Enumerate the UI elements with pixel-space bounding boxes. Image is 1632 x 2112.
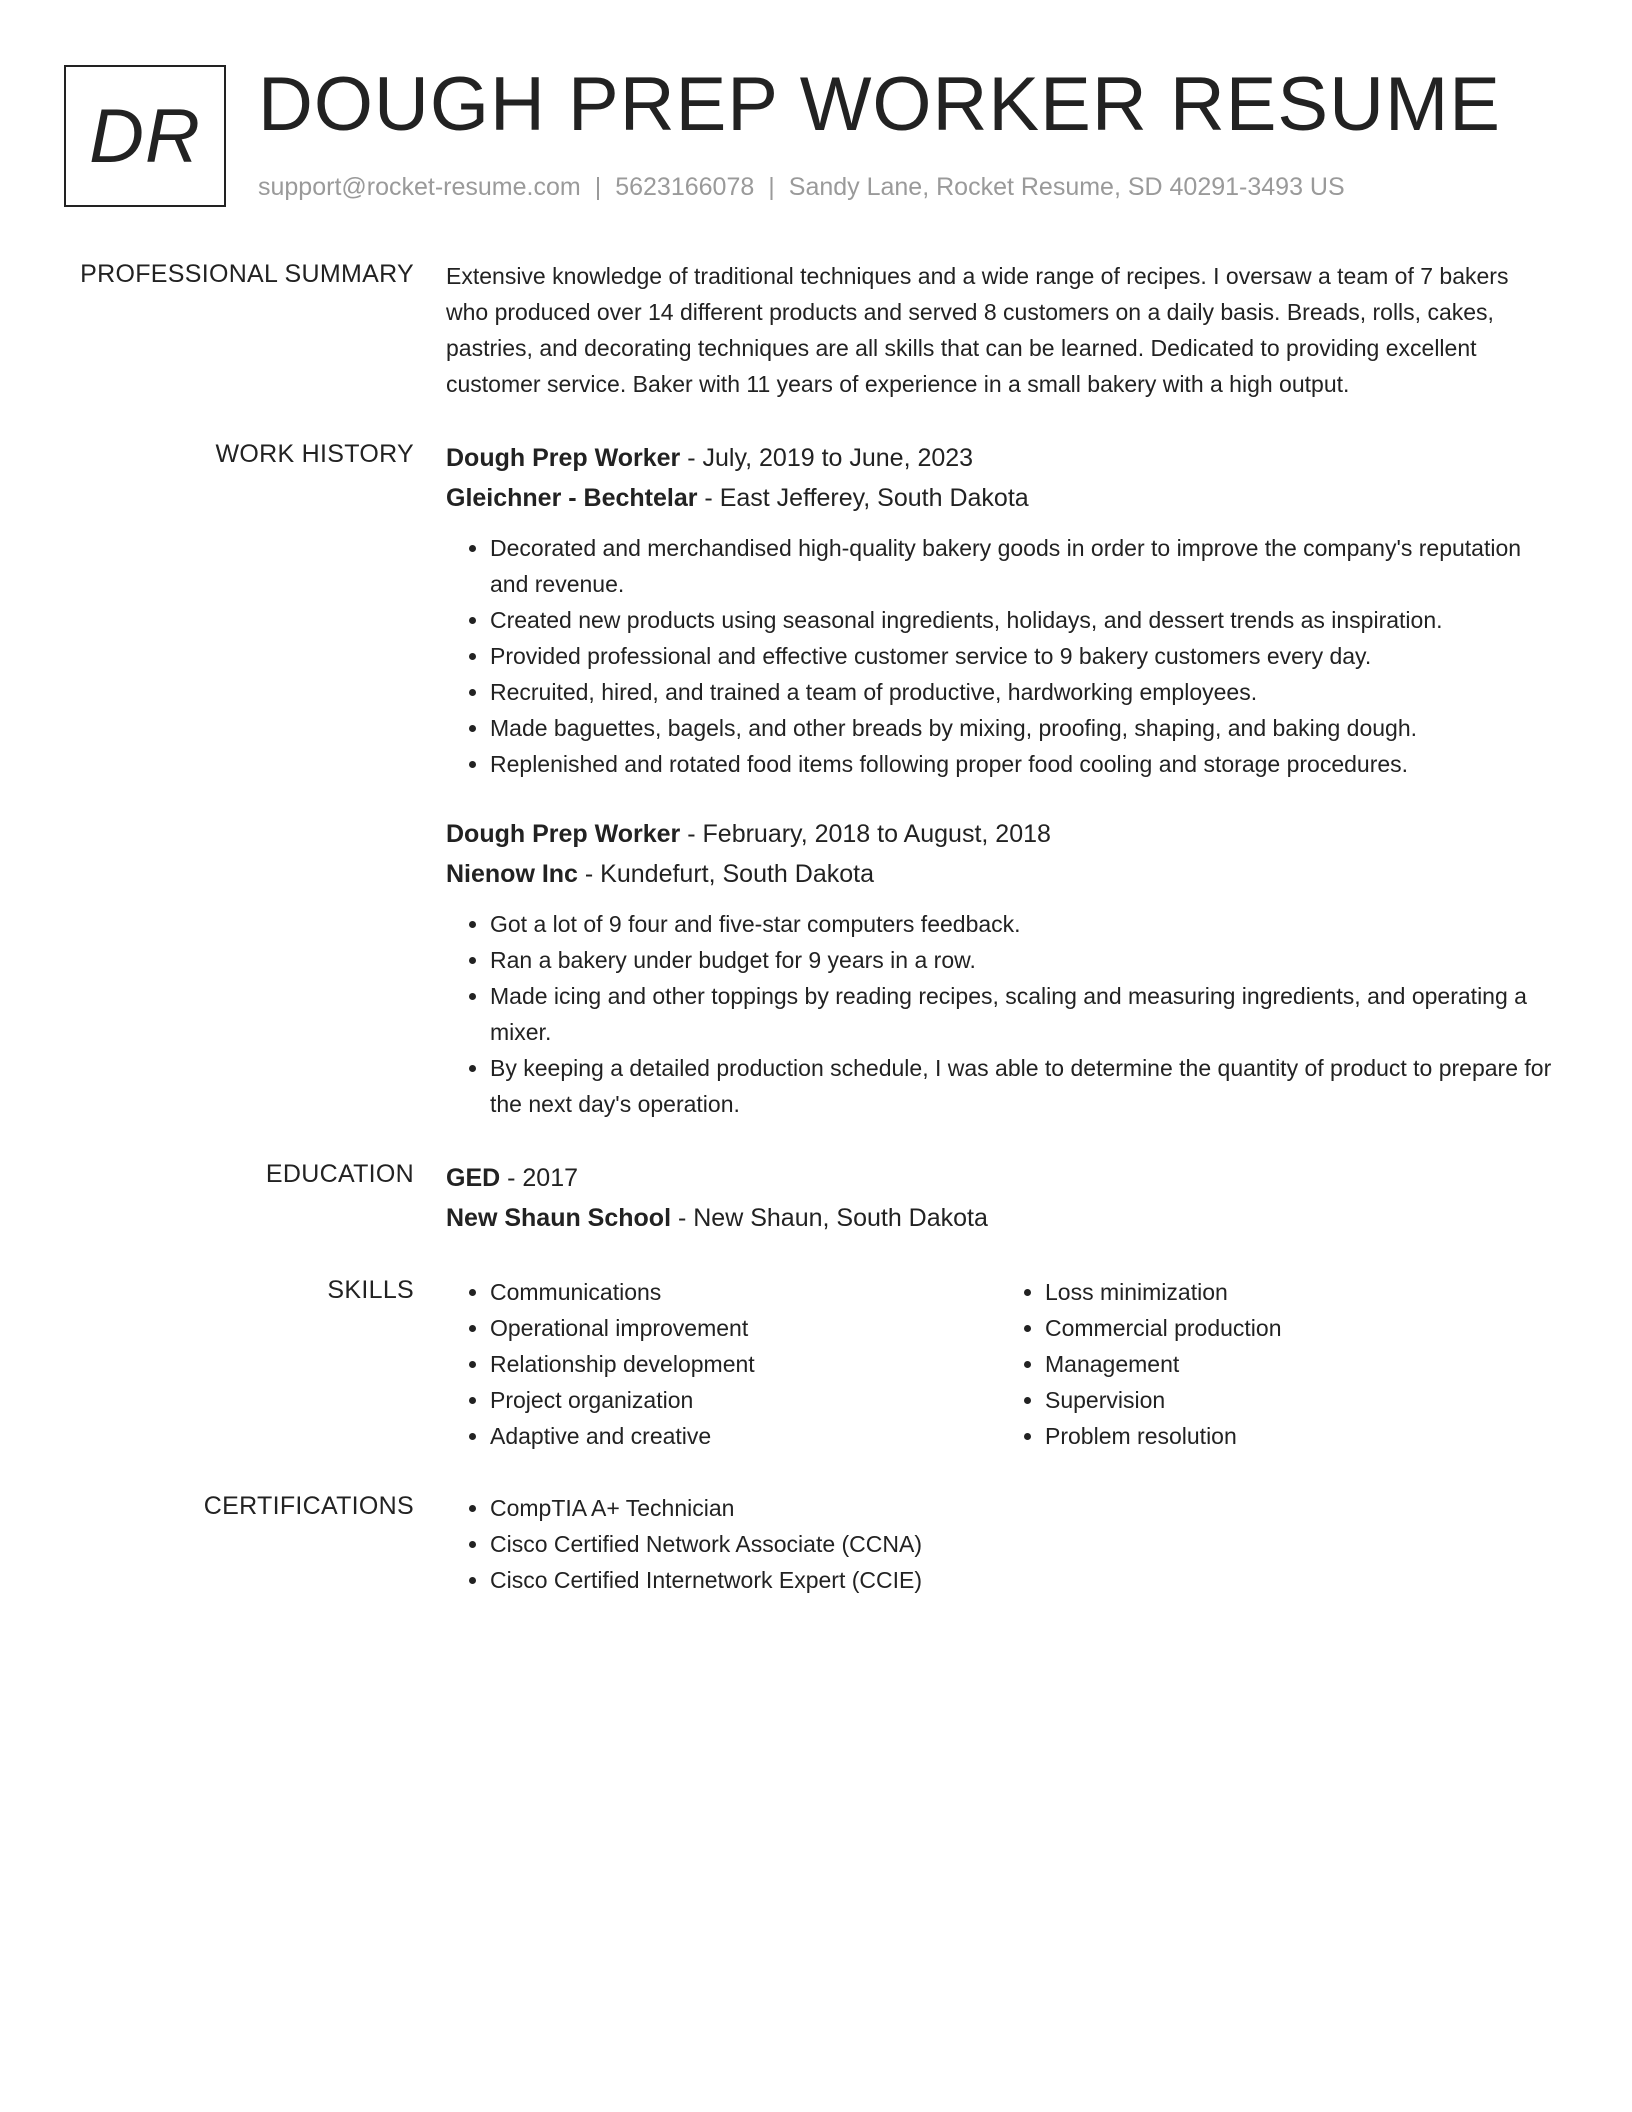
job-entry — [446, 814, 1556, 1122]
contact-address: Sandy Lane, Rocket Resume, SD 40291-3493 US — [788, 173, 1345, 201]
list-item: • Supervision — [1045, 1382, 1556, 1418]
job-dates: - July, 2019 to June, 2023 — [680, 444, 974, 472]
list-item: • CompTIA A+ Technician — [490, 1490, 1556, 1526]
job-entry — [446, 438, 1556, 782]
list-item: • Project organization — [490, 1382, 1001, 1418]
contact-email[interactable]: support@rocket-resume.com — [258, 173, 581, 201]
list-item: • Created new products using seasonal ingredients, holidays, and dessert trends as inspiration. — [490, 602, 1556, 638]
job-company-line — [446, 478, 1556, 518]
education-degree: GED — [446, 1164, 501, 1192]
job-title-line — [446, 814, 1556, 854]
list-item: • Recruited, hired, and trained a team of productive, hardworking employees. — [490, 674, 1556, 710]
list-item: • Commercial production — [1045, 1310, 1556, 1346]
contact-line — [258, 173, 1345, 202]
section-label-skills: SKILLS — [327, 1276, 414, 1304]
resume-body — [64, 258, 1568, 1634]
monogram-box: DR — [64, 65, 226, 207]
section-label-education: EDUCATION — [265, 1160, 414, 1188]
section-label-summary: PROFESSIONAL SUMMARY — [80, 260, 414, 288]
education-school: New Shaun School — [446, 1204, 672, 1232]
list-item: • Provided professional and effective customer service to 9 bakery customers every day. — [490, 638, 1556, 674]
education-degree-line — [446, 1158, 1556, 1198]
job-title-line — [446, 438, 1556, 478]
education-school-line — [446, 1198, 1556, 1238]
job-title: Dough Prep Worker — [446, 444, 681, 472]
list-item: • By keeping a detailed production schedule, I was able to determine the quantity of product to prepare for the next day's operation. — [490, 1050, 1556, 1122]
job-bullets — [446, 906, 1556, 1122]
list-item: • Management — [1045, 1346, 1556, 1382]
list-item: • Ran a bakery under budget for 9 years in a row. — [490, 942, 1556, 978]
contact-phone[interactable]: 5623166078 — [615, 173, 755, 201]
section-work-history — [64, 438, 1568, 1122]
list-item: • Relationship development — [490, 1346, 1001, 1382]
section-skills — [64, 1274, 1568, 1454]
education-location: - New Shaun, South Dakota — [671, 1204, 988, 1232]
certifications-list — [446, 1490, 1556, 1598]
contact-separator: | — [768, 173, 775, 201]
section-label-work: WORK HISTORY — [215, 440, 414, 468]
skills-list-left — [446, 1274, 1001, 1454]
job-location: - Kundefurt, South Dakota — [577, 860, 874, 888]
job-company: Gleichner - Bechtelar — [446, 484, 698, 512]
education-year: - 2017 — [500, 1164, 579, 1192]
list-item: • Made icing and other toppings by reading recipes, scaling and measuring ingredients, and operating a mixer. — [490, 978, 1556, 1050]
list-item: • Cisco Certified Network Associate (CCNA) — [490, 1526, 1556, 1562]
list-item: • Got a lot of 9 four and five-star computers feedback. — [490, 906, 1556, 942]
list-item: • Operational improvement — [490, 1310, 1001, 1346]
skills-list-right — [1001, 1274, 1556, 1454]
section-education — [64, 1158, 1568, 1238]
job-dates: - February, 2018 to August, 2018 — [680, 820, 1051, 848]
job-bullets — [446, 530, 1556, 782]
list-item: • Decorated and merchandised high-quality bakery goods in order to improve the company's reputation and revenue. — [490, 530, 1556, 602]
list-item: • Made baguettes, bagels, and other breads by mixing, proofing, shaping, and baking dough. — [490, 710, 1556, 746]
section-certifications — [64, 1490, 1568, 1598]
job-title: Dough Prep Worker — [446, 820, 681, 848]
resume-header — [64, 62, 1568, 210]
list-item: • Communications — [490, 1274, 1001, 1310]
summary-text: Extensive knowledge of traditional techniques and a wide range of recipes. I oversaw a team of 7 bakers who produced over 14 different products and served 8 customers on a daily basis. Breads, rolls, cakes, pastries, and decorating techniques are all skills that can be learned. Dedicated to providing excellent customer service. Baker with 11 years of experience in a small bakery with a high output. — [446, 263, 1509, 397]
list-item: • Replenished and rotated food items following proper food cooling and storage procedures. — [490, 746, 1556, 782]
list-item: • Loss minimization — [1045, 1274, 1556, 1310]
list-item: • Problem resolution — [1045, 1418, 1556, 1454]
list-item: • Cisco Certified Internetwork Expert (CCIE) — [490, 1562, 1556, 1598]
contact-separator: | — [594, 173, 602, 201]
list-item: • Adaptive and creative — [490, 1418, 1001, 1454]
job-company: Nienow Inc — [446, 860, 578, 888]
page-title: DOUGH PREP WORKER RESUME — [258, 62, 1501, 147]
section-summary — [64, 258, 1568, 402]
job-company-line — [446, 854, 1556, 894]
section-label-certifications: CERTIFICATIONS — [203, 1492, 414, 1520]
job-location: - East Jefferey, South Dakota — [697, 484, 1029, 512]
